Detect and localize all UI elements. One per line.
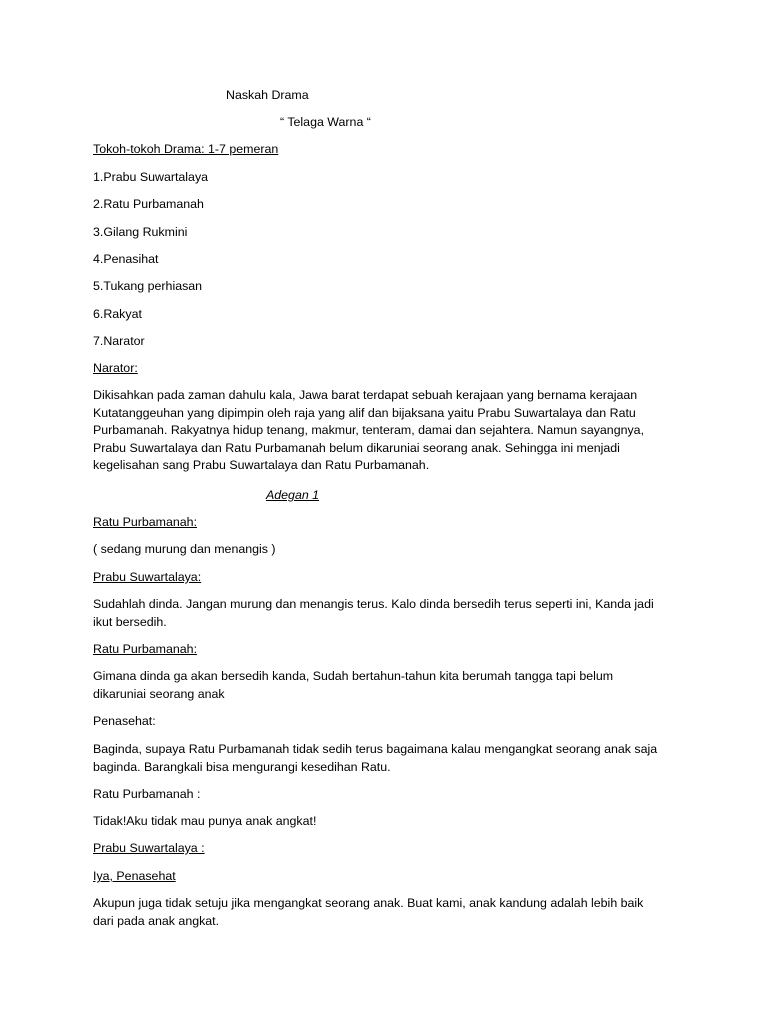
dialogue-line: Tidak!Aku tidak mau punya anak angkat! [93, 814, 317, 828]
paragraph-line: kegelisahan sang Prabu Suwartalaya dan Ratu Purbamanah. [93, 458, 430, 472]
dialogue-paragraph [93, 741, 683, 776]
narrator-heading: Narator: [93, 361, 138, 375]
paragraph-line: Baginda, supaya Ratu Purbamanah tidak sedih terus bagaimana kalau mengangkat seorang anak saja [93, 742, 658, 756]
speaker-label: Ratu Purbamanah: [93, 515, 198, 529]
dialogue-paragraph [93, 596, 683, 631]
cast-item: 1.Prabu Suwartalaya [93, 170, 209, 184]
speaker-label: Prabu Suwartalaya: [93, 570, 202, 584]
paragraph-line: Akupun juga tidak setuju jika mengangkat seorang anak. Buat kami, anak kandung adalah lebih baik [93, 896, 644, 910]
speaker-label: Ratu Purbamanah: [93, 642, 198, 656]
doc-title: Naskah Drama [226, 88, 309, 102]
dialogue-line: Iya, Penasehat [93, 869, 176, 883]
speaker-label: Ratu Purbamanah : [93, 787, 201, 801]
scene-heading: Adegan 1 [266, 488, 320, 502]
paragraph-line: dari pada anak angkat. [93, 913, 220, 928]
dialogue-line: ( sedang murung dan menangis ) [93, 542, 276, 556]
paragraph-line: Prabu Suwartalaya dan Ratu Purbamanah belum dikaruniai seorang anak. Sehingga ini menjadi [93, 440, 620, 455]
cast-item: 7.Narator [93, 334, 145, 348]
cast-item: 4.Penasihat [93, 252, 159, 266]
paragraph-line: Dikisahkan pada zaman dahulu kala, Jawa barat terdapat sebuah kerajaan yang bernama kerajaan [93, 388, 638, 402]
narrator-paragraph [93, 387, 683, 475]
paragraph-line: Kutatanggeuhan yang dipimpin oleh raja yang alif dan bijaksana yaitu Prabu Suwartalaya dan Ratu [93, 405, 636, 420]
paragraph-line: Sudahlah dinda. Jangan murung dan menangis terus. Kalo dinda bersedih terus seperti ini, Kanda jadi [93, 597, 654, 611]
paragraph-line: ikut bersedih. [93, 614, 167, 629]
speaker-label: Prabu Suwartalaya : [93, 841, 205, 855]
dialogue-paragraph [93, 668, 683, 703]
speaker-label: Penasehat: [93, 714, 156, 728]
cast-item: 6.Rakyat [93, 307, 142, 321]
cast-item: 3.Gilang Rukmini [93, 225, 188, 239]
paragraph-line: baginda. Barangkali bisa mengurangi kesedihan Ratu. [93, 759, 391, 774]
paragraph-line: dikaruniai seorang anak [93, 686, 225, 701]
cast-item: 2.Ratu Purbamanah [93, 197, 204, 211]
cast-heading: Tokoh-tokoh Drama: 1-7 pemeran [93, 142, 279, 156]
paragraph-line: Purbamanah. Rakyatnya hidup tenang, makmur, tenteram, damai dan sejahtera. Namun sayangnya, [93, 423, 645, 437]
dialogue-paragraph [93, 895, 683, 930]
paragraph-line: Gimana dinda ga akan bersedih kanda, Sudah bertahun-tahun kita berumah tangga tapi belum [93, 669, 614, 683]
cast-item: 5.Tukang perhiasan [93, 279, 203, 293]
doc-subtitle: “ Telaga Warna “ [280, 115, 371, 129]
